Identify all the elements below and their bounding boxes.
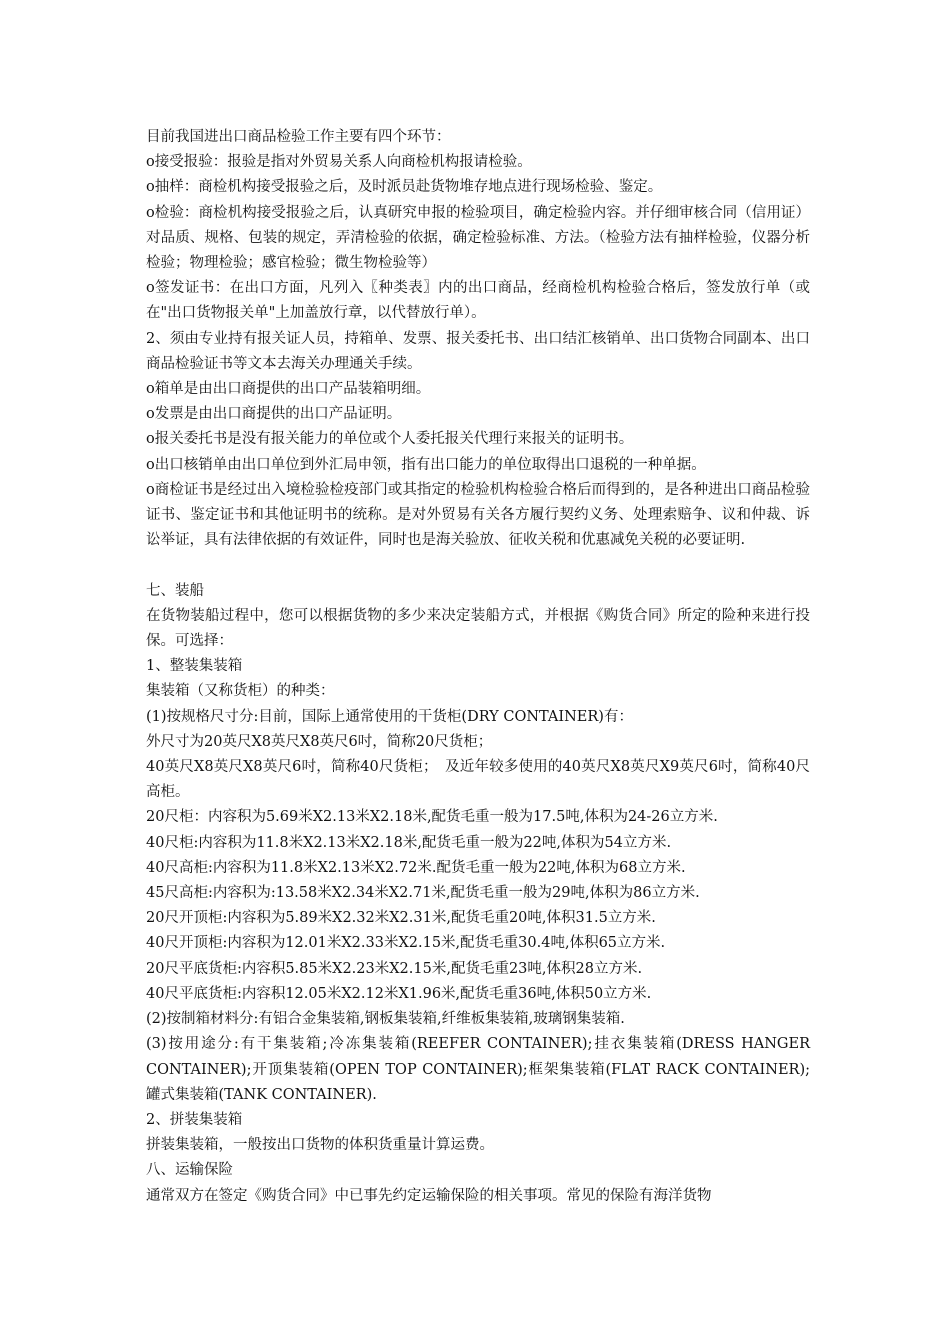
- spec-40ft-open-top: 40尺开顶柜:内容积为12.01米X2.33米X2.15米,配货毛重30.4吨,体积65立方米.: [146, 935, 666, 952]
- intro-paragraph: 目前我国进出口商品检验工作主要有四个环节：: [146, 129, 451, 145]
- insurance-paragraph: 通常双方在签定《购货合同》中已事先约定运输保险的相关事项。常见的保险有海洋货物: [146, 1187, 712, 1204]
- list-item-invoice: o发票是由出口商提供的出口产品证明。: [146, 406, 402, 423]
- lcl-paragraph: 拼装集装箱，一般按出口货物的体积货重量计算运费。: [146, 1137, 494, 1154]
- list-item-verification-form: o出口核销单由出口单位到外汇局申领，指有出口能力的单位取得出口退税的一种单据。: [146, 456, 706, 473]
- spec-40ft-high-cube: 40尺高柜:内容积为11.8米X2.13米X2.72米.配货毛重一般为22吨,体积为68立方米.: [146, 859, 686, 876]
- spec-40ft-flat-rack: 40尺平底货柜:内容积12.05米X2.12米X1.96米,配货毛重36吨,体积50立方米.: [146, 985, 652, 1002]
- customs-clearance-paragraph: 2、须由专业持有报关证人员，持箱单、发票、报关委托书、出口结汇核销单、出口货物合同副本、出口商品检验证书等文本去海关办理通关手续。: [146, 330, 810, 372]
- size-classification-paragraph: (1)按规格尺寸分:目前，国际上通常使用的干货柜(DRY CONTAINER)有：: [146, 708, 633, 725]
- spec-40ft: 40尺柜:内容积为11.8米X2.13米X2.18米,配货毛重一般为22吨,体积为54立方米.: [146, 834, 672, 851]
- blank-line: [146, 553, 810, 578]
- container-40ft-size: 40英尺X8英尺X8英尺6吋，简称40尺货柜； 及近年较多使用的40英尺X8英尺X9英尺6吋，简称40尺高柜。: [146, 759, 810, 801]
- list-item-certificate: o签发证书：在出口方面，凡列入〖种类表〗内的出口商品，经商检机构检验合格后，签发放行单（或在"出口货物报关单"上加盖放行章，以代替放行单）。: [146, 280, 810, 322]
- container-20ft-size: 外尺寸为20英尺X8英尺X8英尺6吋，简称20尺货柜；: [146, 733, 493, 750]
- spec-20ft-open-top: 20尺开顶柜:内容积为5.89米X2.32米X2.31米,配货毛重20吨,体积31.5立方米.: [146, 910, 656, 927]
- spec-45ft-high-cube: 45尺高柜:内容积为:13.58米X2.34米X2.71米,配货毛重一般为29吨,体积为86立方米.: [146, 885, 700, 902]
- subheading-full-container: 1、整装集装箱: [146, 658, 243, 675]
- list-item-sampling: o抽样：商检机构接受报验之后，及时派员赴货物堆存地点进行现场检验、鉴定。: [146, 179, 663, 196]
- spec-20ft: 20尺柜：内容积为5.69米X2.13米X2.18米,配货毛重一般为17.5吨,体积为24-26立方米.: [146, 809, 718, 826]
- list-item-inspection: o检验：商检机构接受报验之后，认真研究申报的检验项目，确定检验内容。并仔细审核合同（信用证）对品质、规格、包装的规定，弄清检验的依据，确定检验标准、方法。（检验方法有抽样检验，仪器分析检验；物理检验；感官检验；微生物检验等）: [146, 204, 810, 272]
- list-item-packing-list: o箱单是由出口商提供的出口产品装箱明细。: [146, 381, 431, 398]
- list-item-report-inspection: o接受报验：报验是指对外贸易关系人向商检机构报请检验。: [146, 154, 532, 171]
- section-heading-insurance: 八、运输保险: [146, 1162, 233, 1179]
- spec-20ft-flat-rack: 20尺平底货柜:内容积5.85米X2.23米X2.15米,配货毛重23吨,体积28立方米.: [146, 960, 643, 977]
- shipment-intro-paragraph: 在货物装船过程中，您可以根据货物的多少来决定装船方式，并根据《购货合同》所定的险种来进行投保。可选择：: [146, 607, 810, 650]
- usage-classification-paragraph: (3)按用途分:有干集装箱;冷冻集装箱(REEFER CONTAINER);挂衣集装箱(DRESS HANGER CONTAINER);开顶集装箱(OPEN TOP CONTAINER);框架集装箱(FLAT RACK CONTAINER);罐式集装箱(TANK CONTAINER).: [146, 1036, 810, 1103]
- list-item-power-of-attorney: o报关委托书是没有报关能力的单位或个人委托报关代理行来报关的证明书。: [146, 431, 634, 448]
- material-classification-paragraph: (2)按制箱材料分:有铝合金集装箱,钢板集装箱,纤维板集装箱,玻璃钢集装箱.: [146, 1011, 625, 1028]
- container-types-paragraph: 集装箱（又称货柜）的种类：: [146, 683, 335, 700]
- document-body: [146, 125, 810, 1209]
- section-heading-shipment: 七、装船: [146, 582, 204, 599]
- list-item-inspection-certificate: o商检证书是经过出入境检验检疫部门或其指定的检验机构检验合格后而得到的，是各种进出口商品检验证书、鉴定证书和其他证明书的统称。是对外贸易有关各方履行契约义务、处理索赔争、议和仲裁、诉讼举证，具有法律依据的有效证件，同时也是海关验放、征收关税和优惠减免关税的必要证明.: [146, 481, 810, 549]
- subheading-lcl-container: 2、拼装集装箱: [146, 1111, 243, 1128]
